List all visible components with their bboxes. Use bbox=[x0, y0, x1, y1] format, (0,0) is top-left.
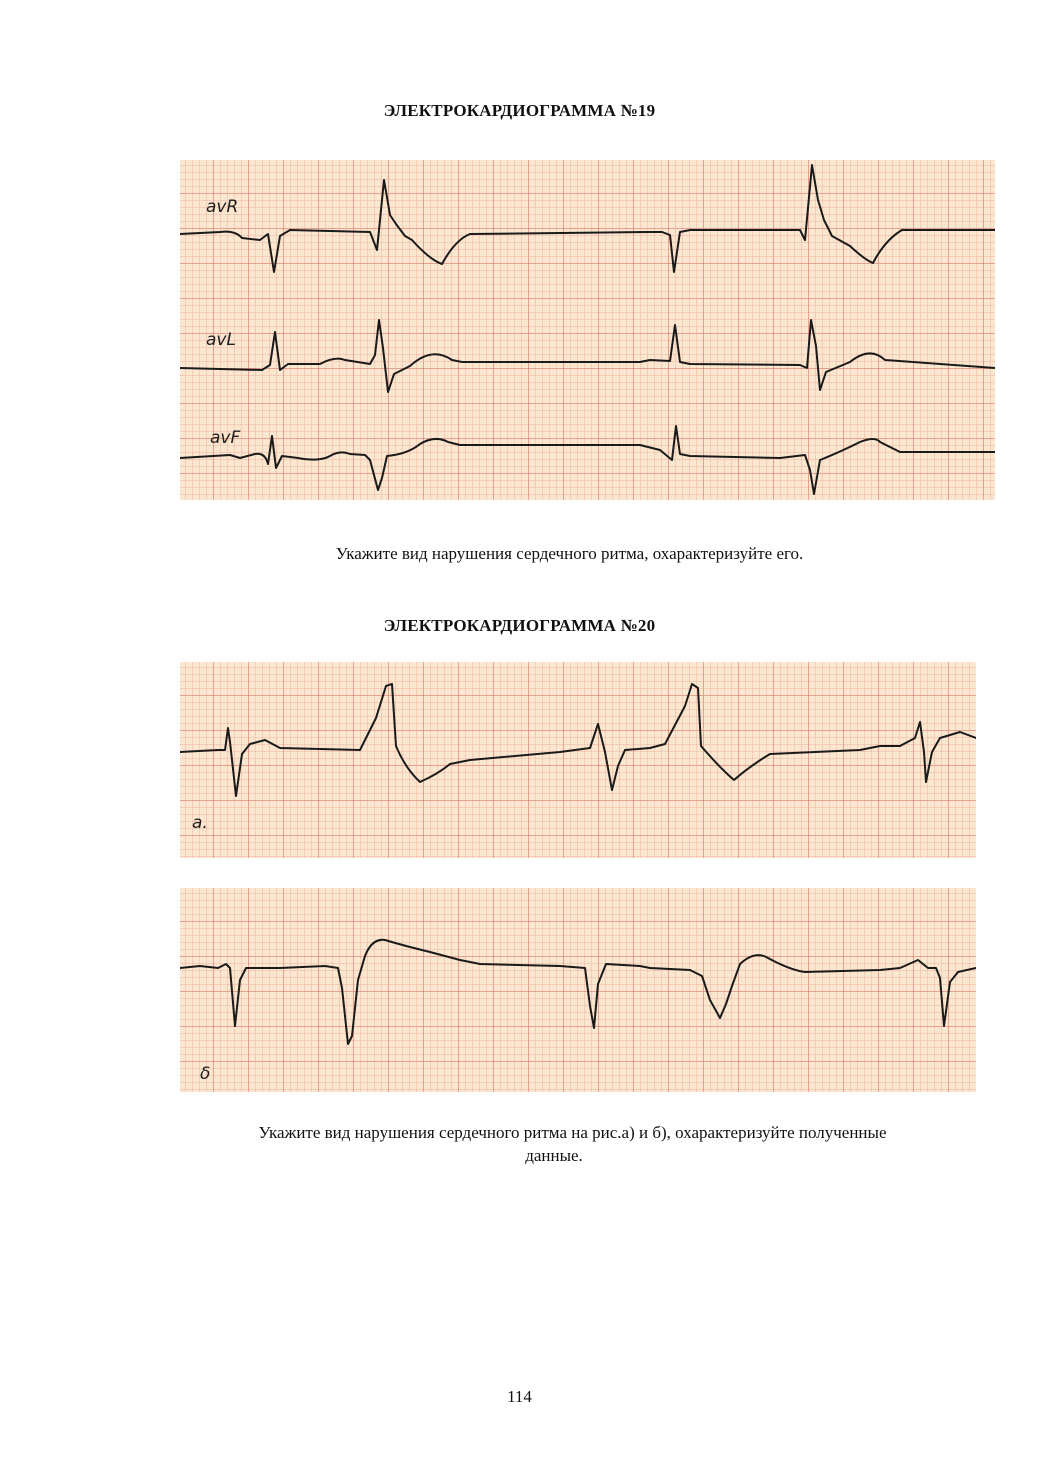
lead-label-avl: avL bbox=[206, 330, 236, 350]
trace-avl bbox=[180, 320, 995, 392]
ecg20-title: ЭЛЕКТРОКАРДИОГРАММА №20 bbox=[383, 616, 656, 635]
strip-label-b: δ bbox=[200, 1064, 211, 1084]
trace-b bbox=[180, 940, 976, 1044]
strip-label-a: a. bbox=[192, 813, 208, 833]
ecg19-question: Укажите вид нарушения сердечного ритма, охарактеризуйте его. bbox=[335, 544, 804, 563]
ecg19-traces bbox=[180, 160, 995, 500]
page-number: 114 bbox=[507, 1387, 532, 1406]
ecg20-b-traces bbox=[180, 888, 976, 1092]
ecg20-strip-b bbox=[180, 888, 976, 1092]
lead-label-avf: avF bbox=[210, 428, 241, 448]
trace-a bbox=[180, 684, 976, 796]
trace-avf bbox=[180, 426, 995, 494]
ecg20-strip-a bbox=[180, 662, 976, 858]
ecg20-question-line2: данные. bbox=[525, 1146, 583, 1165]
ecg20-question-line1: Укажите вид нарушения сердечного ритма на рис.а) и б), охарактеризуйте полученные bbox=[258, 1123, 887, 1142]
ecg19-title: ЭЛЕКТРОКАРДИОГРАММА №19 bbox=[383, 101, 656, 120]
ecg19-strip bbox=[180, 160, 995, 500]
trace-avr bbox=[180, 165, 995, 272]
lead-label-avr: avR bbox=[206, 197, 239, 217]
ecg20-a-traces bbox=[180, 662, 976, 858]
